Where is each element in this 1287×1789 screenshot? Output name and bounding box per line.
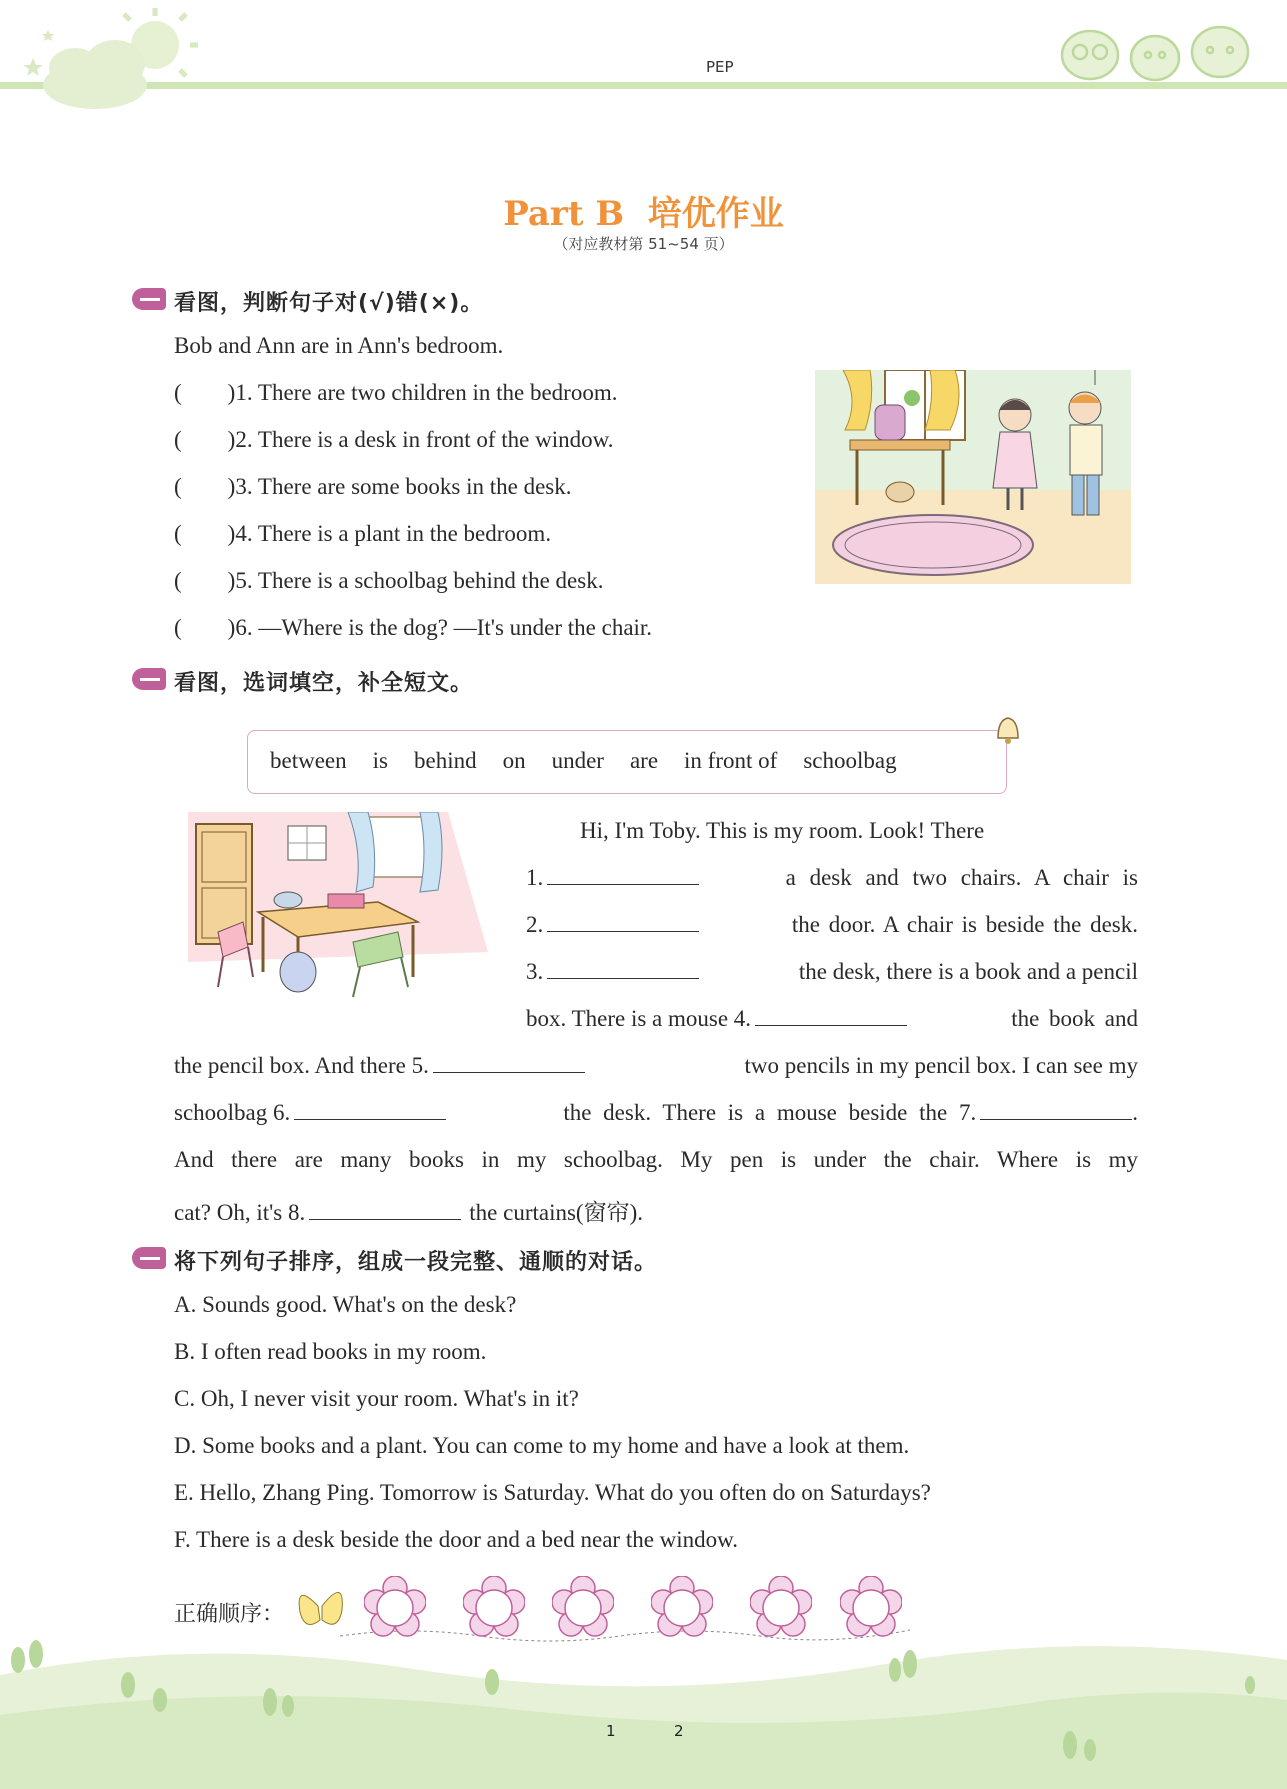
word-option: between — [270, 748, 347, 773]
judgement-item: ( )1. There are two children in the bedroom. — [174, 380, 618, 405]
passage-text: the desk, there is a book and a pencil — [798, 959, 1138, 984]
page-number-left: 1 — [606, 1722, 616, 1740]
passage-line-3 — [526, 912, 1138, 938]
dialogue-option: E. Hello, Zhang Ping. Tomorrow is Saturday. What do you often do on Saturdays? — [174, 1480, 931, 1505]
answer-flower-slot[interactable] — [750, 1576, 812, 1638]
dialogue-option: D. Some books and a plant. You can come to my home and have a look at them. — [174, 1433, 910, 1458]
passage-text: the door. A chair is beside the desk. — [791, 912, 1138, 937]
blank-number: 3. — [526, 959, 544, 984]
answer-flower-slot[interactable] — [364, 1576, 426, 1638]
word-option: on — [502, 748, 526, 773]
word-option: is — [372, 748, 388, 773]
header-decoration — [0, 0, 1287, 110]
passage-text: cat? Oh, it's 8. — [174, 1200, 306, 1225]
word-option: behind — [413, 748, 477, 773]
passage-line-4 — [526, 959, 1138, 985]
butterfly-icon — [299, 1592, 342, 1624]
passage-text: the book and — [1011, 1006, 1138, 1031]
blank-number: 2. — [526, 912, 544, 937]
word-option: in front of — [684, 748, 778, 773]
passage-line-7 — [174, 1100, 1138, 1126]
cloud-icon — [43, 40, 147, 109]
passage-line-9 — [174, 1194, 643, 1227]
animal-faces-icon — [1062, 27, 1248, 80]
answer-flower-slot[interactable] — [840, 1576, 902, 1638]
blank-8[interactable] — [309, 1201, 461, 1220]
passage-line-6 — [174, 1053, 1138, 1079]
passage-line-8: And there are many books in my schoolbag. My pen is under the chair. Where is my — [174, 1147, 1138, 1172]
judgement-item: ( )2. There is a desk in front of the window. — [174, 427, 614, 452]
judgement-item: ( )3. There are some books in the desk. — [174, 474, 572, 499]
word-bank — [270, 748, 897, 774]
page-title: Part B 培优作业 — [503, 194, 784, 234]
answer-flower-slot[interactable] — [651, 1576, 713, 1638]
blank-7[interactable] — [980, 1101, 1132, 1120]
section2-badge — [132, 668, 166, 690]
dialogue-option: F. There is a desk beside the door and a bed near the window. — [174, 1527, 739, 1552]
passage-text: the curtains(窗帘). — [469, 1200, 643, 1225]
answer-flower-slot[interactable] — [463, 1576, 525, 1638]
passage-line-5 — [526, 1006, 1138, 1032]
dialogue-option: B. I often read books in my room. — [174, 1339, 487, 1364]
dialogue-option: C. Oh, I never visit your room. What's in it? — [174, 1386, 579, 1411]
section1-intro: Bob and Ann are in Ann's bedroom. — [174, 333, 504, 358]
passage-text: . — [1132, 1100, 1138, 1125]
word-option: schoolbag — [803, 748, 897, 773]
blank-4[interactable] — [755, 1007, 907, 1026]
bedroom-illustration — [815, 370, 1131, 584]
header-label: PEP — [706, 58, 734, 76]
answer-flower-slot[interactable] — [552, 1576, 614, 1638]
order-label: 正确顺序： — [174, 1602, 285, 1627]
section2-title: 看图，选词填空，补全短文。 — [174, 671, 474, 696]
blank-1[interactable] — [547, 866, 699, 885]
passage-text: box. There is a mouse 4. — [526, 1006, 752, 1031]
word-option: are — [629, 748, 659, 773]
room-illustration — [188, 812, 488, 1012]
section1-title: 看图，判断句子对(√)错(×)。 — [174, 291, 484, 316]
passage-text: schoolbag 6. — [174, 1100, 291, 1125]
section1-badge — [132, 288, 166, 310]
judgement-item: ( )6. —Where is the dog? —It's under the chair. — [174, 615, 653, 640]
section3-badge — [132, 1247, 166, 1269]
bell-icon — [990, 712, 1026, 748]
judgement-item: ( )5. There is a schoolbag behind the desk. — [174, 568, 604, 593]
passage-line-2 — [526, 865, 1138, 891]
blank-3[interactable] — [547, 960, 699, 979]
passage-text: the desk. There is a mouse beside the 7. — [563, 1100, 977, 1125]
page-number-right: 2 — [674, 1722, 684, 1740]
passage-text: a desk and two chairs. A chair is — [785, 865, 1138, 890]
dialogue-option: A. Sounds good. What's on the desk? — [174, 1292, 517, 1317]
passage-line-1: Hi, I'm Toby. This is my room. Look! There — [580, 818, 985, 843]
section3-title: 将下列句子排序，组成一段完整、通顺的对话。 — [174, 1250, 658, 1275]
judgement-item: ( )4. There is a plant in the bedroom. — [174, 521, 552, 546]
blank-2[interactable] — [547, 913, 699, 932]
passage-text: the pencil box. And there 5. — [174, 1053, 429, 1078]
passage-text: two pencils in my pencil box. I can see my — [744, 1053, 1138, 1078]
blank-number: 1. — [526, 865, 544, 890]
footer-landscape — [0, 1630, 1287, 1789]
word-bank-box — [247, 730, 1007, 794]
blank-5[interactable] — [433, 1054, 585, 1073]
page-subtitle: （对应教材第 51~54 页） — [553, 235, 734, 253]
blank-6[interactable] — [294, 1101, 446, 1120]
word-option: under — [551, 748, 604, 773]
